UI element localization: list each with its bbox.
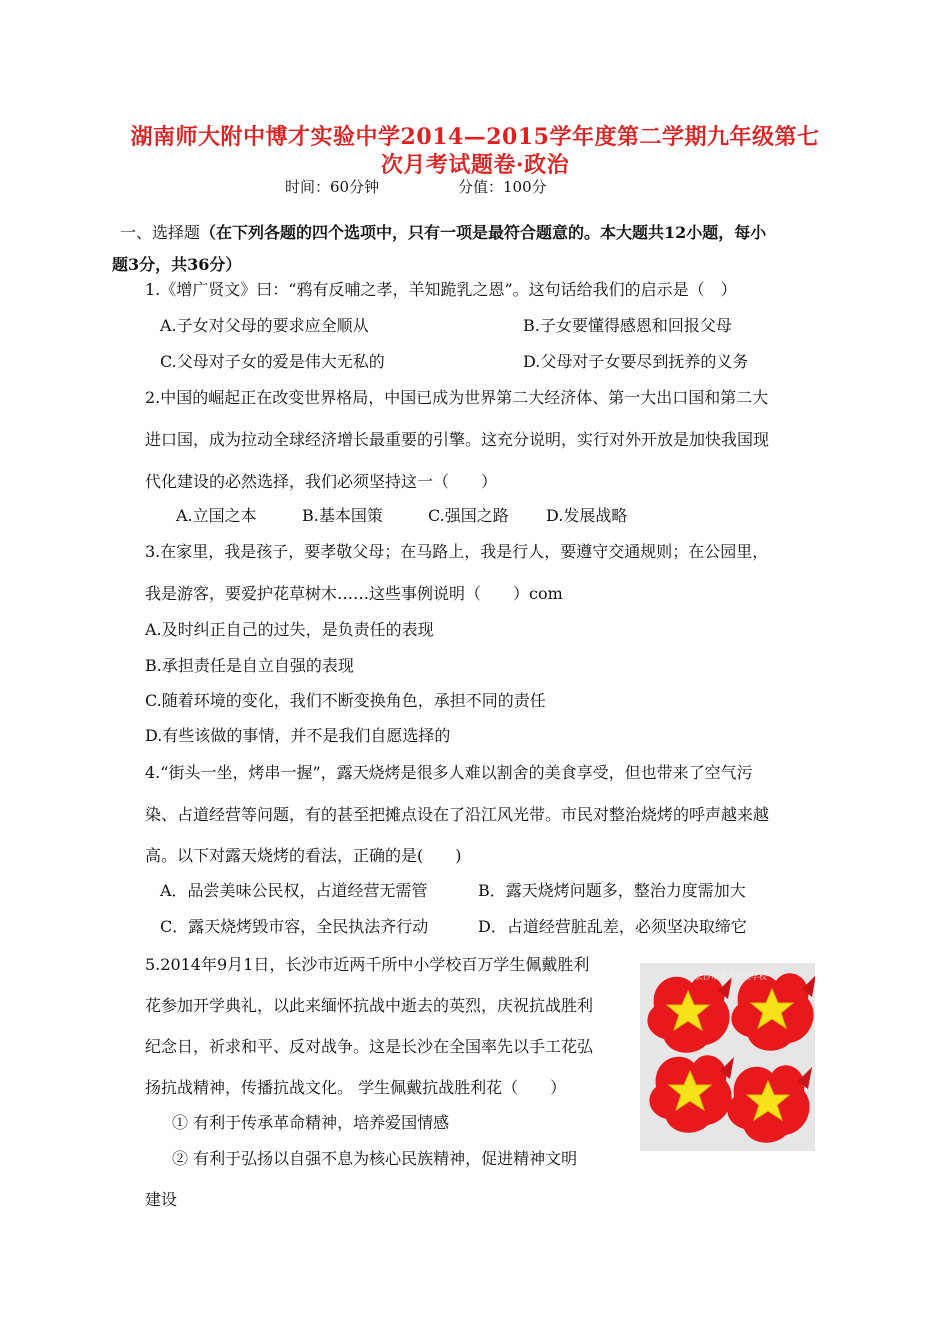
q3-option-a: A.及时纠正自己的过失，是负责任的表现 (145, 620, 434, 639)
q2-line1: 2.中国的崛起正在改变世界格局，中国已成为世界第二大经济体、第一大出口国和第二大 (145, 388, 769, 407)
q3-line2: 我是游客，要爱护花草树木……这些事例说明（ ）com (145, 584, 563, 603)
q5-line3: 纪念日，祈求和平、反对战争。这是长沙在全国率先以手工花弘 (145, 1037, 594, 1056)
q4-option-a: A．品尝美味公民权，占道经营无需管 (160, 881, 428, 900)
section-heading-cont: 题3分，共36分） (112, 255, 242, 274)
q4-line1: 4.“街头一坐，烤串一握”，露天烧烤是很多人难以割舍的美食享受，但也带来了空气污 (145, 763, 753, 782)
q4-option-b: B．露天烧烤问题多，整治力度需加大 (478, 881, 746, 900)
q4-option-c: C．露天烧烤毁市容，全民执法齐行动 (160, 917, 429, 936)
q5-statement-1: ① 有利于传承革命精神，培养爱国情感 (172, 1113, 450, 1132)
section-heading-prefix: 一、选择题 (120, 223, 201, 242)
q1-stem: 1.《增广贤文》曰：“鸦有反哺之孝，羊知跪乳之恩”。这句话给我们的启示是（ ） (145, 280, 737, 299)
q2-option-d: D.发展战略 (546, 506, 628, 525)
flower-icon (727, 1065, 812, 1142)
q2-option-b: B.基本国策 (302, 506, 383, 525)
exam-score: 分值：100分 (458, 178, 547, 196)
q5-statement-2: ② 有利于弘扬以自强不息为核心民族精神，促进精神文明 (172, 1149, 578, 1168)
q1-option-c: C.父母对子女的爱是伟大无私的 (160, 352, 385, 371)
q3-option-c: C.随着环境的变化，我们不断变换角色，承担不同的责任 (145, 691, 546, 710)
q3-option-b: B.承担责任是自立自强的表现 (145, 656, 354, 675)
victory-flower-image (640, 963, 815, 1151)
exam-title-line1: 湖南师大附中博才实验中学2014—2015学年度第二学期九年级第七 (130, 124, 820, 150)
q3-line1: 3.在家里，我是孩子，要孝敬父母；在马路上，我是行人，要遵守交通规则；在公园里， (145, 542, 769, 561)
image-watermark: 长沙市博才实验学校 (695, 972, 767, 981)
q2-option-a: A.立国之本 (176, 506, 257, 525)
q4-line2: 染、占道经营等问题，有的甚至把摊点设在了沿江风光带。市民对整治烧烤的呼声越来越 (145, 805, 770, 824)
flower-icon (731, 973, 815, 1050)
q4-line3: 高。以下对露天烧烤的看法，正确的是( ) (145, 846, 462, 865)
victory-flowers-illustration (640, 963, 815, 1151)
q2-option-c: C.强国之路 (428, 506, 509, 525)
q5-line4: 扬抗战精神，传播抗战文化。 学生佩戴抗战胜利花（ ） (145, 1078, 567, 1097)
q5-statement-2-cont: 建设 (145, 1190, 178, 1209)
exam-title-line2: 次月考试题卷·政治 (380, 152, 570, 178)
q3-option-d: D.有些该做的事情，并不是我们自愿选择的 (145, 726, 451, 745)
q5-line2: 花参加开学典礼，以此来缅怀抗战中逝去的英烈，庆祝抗战胜利 (145, 996, 594, 1015)
q1-option-a: A.子女对父母的要求应全顺从 (160, 316, 369, 335)
section-heading-instructions: （在下列各题的四个选项中，只有一项是最符合题意的。本大题共12小题，每小 (200, 223, 767, 242)
q2-line3: 代化建设的必然选择，我们必须坚持这一（ ） (145, 472, 498, 491)
q5-line1: 5.2014年9月1日，长沙市近两千所中小学校百万学生佩戴胜利 (145, 955, 590, 974)
section-heading (120, 220, 766, 243)
exam-time: 时间：60分钟 (285, 178, 380, 196)
q1-option-d: D.父母对子女要尽到抚养的义务 (523, 352, 749, 371)
q1-option-b: B.子女要懂得感恩和回报父母 (523, 316, 732, 335)
flower-icon (647, 975, 732, 1052)
q2-line2: 进口国，成为拉动全球经济增长最重要的引擎。这充分说明，实行对外开放是加快我国现 (145, 430, 770, 449)
q4-option-d: D．占道经营脏乱差，必须坚决取缔它 (478, 917, 747, 936)
flower-icon (649, 1055, 734, 1132)
